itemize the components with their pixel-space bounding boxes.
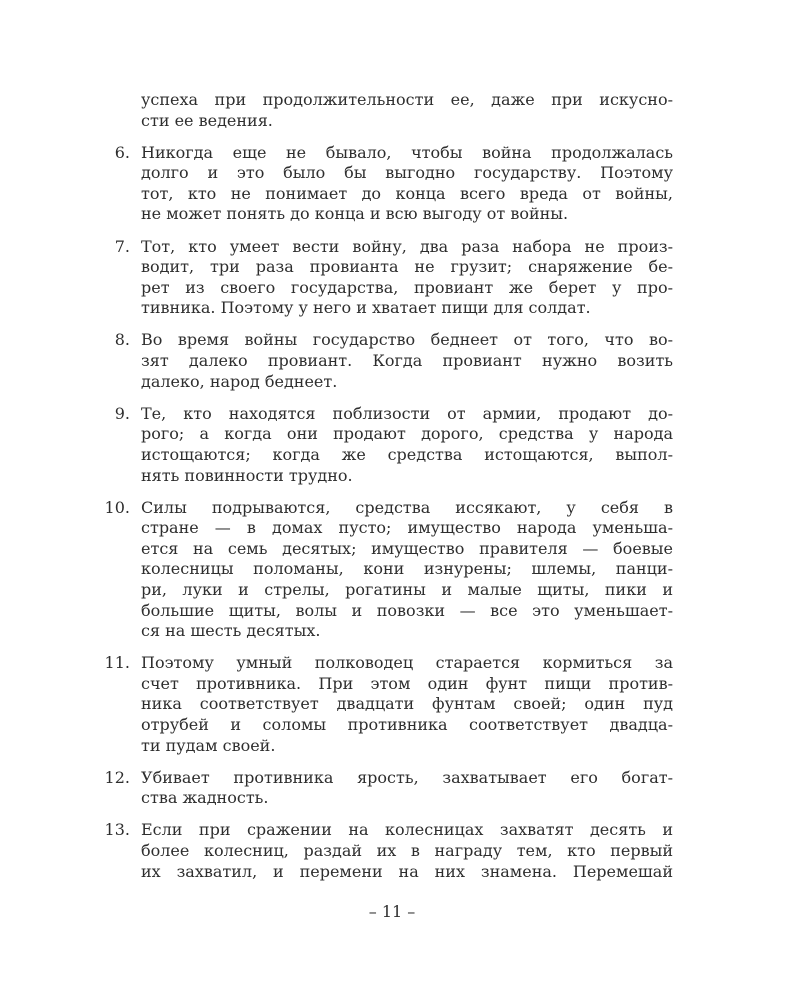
text-line: ти пудам своей. (141, 735, 276, 755)
page-body (104, 90, 673, 894)
numbered-paragraph (141, 90, 673, 131)
text-line: Силы подрываются, средства иссякают, у себя в (141, 497, 673, 517)
paragraph-number: 11. (104, 653, 130, 673)
numbered-paragraph (114, 403, 673, 486)
text-line: тот, кто не понимает до конца всего вреда от войны, (141, 183, 673, 203)
text-line: Никогда еще не бывало, чтобы война продолжалась (141, 142, 673, 162)
numbered-paragraph (114, 142, 673, 225)
text-line: ства жадность. (141, 788, 269, 808)
text-line: далеко, народ беднеет. (141, 371, 338, 391)
text-line: ника соответствует двадцати фунтам своей; один пуд (141, 694, 673, 714)
text-line: Убивает противника ярость, захватывает его богат- (141, 767, 673, 787)
text-line: зят далеко провиант. Когда провиант нужно возить (141, 351, 673, 371)
paragraph-number: 12. (104, 767, 130, 787)
paragraph-number: 10. (104, 497, 130, 517)
text-line: долго и это было бы выгодно государству. Поэтому (141, 163, 673, 183)
text-line: ется на семь десятых; имущество правителя — боевые (141, 538, 673, 558)
paragraph-number: 13. (104, 820, 130, 840)
numbered-paragraph (114, 236, 673, 319)
numbered-paragraph (104, 497, 673, 642)
paragraph-number: 7. (114, 236, 130, 256)
paragraph-number: 6. (114, 142, 130, 162)
text-line: Тот, кто умеет вести войну, два раза набора не произ- (141, 236, 673, 256)
text-line: нять повинности трудно. (141, 465, 353, 485)
text-line: стране — в домах пусто; имущество народа уменьша- (141, 518, 673, 538)
text-line: Поэтому умный полководец старается кормиться за (141, 653, 673, 673)
text-line: сти ее ведения. (141, 110, 273, 130)
text-line: счет противника. При этом один фунт пищи против- (141, 673, 673, 693)
text-line: водит, три раза провианта не грузит; снаряжение бе- (141, 257, 673, 277)
text-line: истощаются; когда же средства истощаются, выпол- (141, 444, 673, 464)
text-line: не может понять до конца и всю выгоду от войны. (141, 204, 569, 224)
text-line: рого; а когда они продают дорого, средства у народа (141, 424, 673, 444)
text-line: тивника. Поэтому у него и хватает пищи для солдат. (141, 298, 591, 318)
numbered-paragraph (104, 767, 673, 809)
text-line: Если при сражении на колесницах захватят десять и (141, 820, 673, 840)
text-line: рет из своего государства, провиант же берет у про- (141, 277, 673, 297)
text-line: ся на шесть десятых. (141, 621, 321, 641)
text-line: Те, кто находятся поблизости от армии, продают до- (141, 403, 673, 423)
numbered-paragraph (104, 820, 673, 882)
paragraph-number: 8. (114, 330, 130, 350)
text-line: успеха при продолжительности ее, даже при искусно- (141, 90, 673, 109)
text-line: ри, луки и стрелы, рогатины и малые щиты, пики и (141, 579, 673, 599)
text-line: Во время войны государство беднеет от того, что во- (141, 330, 673, 350)
page-number: – 11 – (368, 902, 416, 921)
numbered-paragraph (104, 653, 673, 756)
paragraph-number: 9. (114, 403, 130, 423)
numbered-paragraph (114, 330, 673, 392)
text-line: их захватил, и перемени на них знамена. Перемешай (141, 861, 673, 881)
text-line: колесницы поломаны, кони изнурены; шлемы, панци- (141, 559, 673, 579)
text-line: отрубей и соломы противника соответствует двадца- (141, 715, 673, 735)
text-line: более колесниц, раздай их в награду тем, кто первый (141, 841, 673, 860)
text-line: большие щиты, волы и повозки — все это уменьшает- (141, 600, 673, 620)
